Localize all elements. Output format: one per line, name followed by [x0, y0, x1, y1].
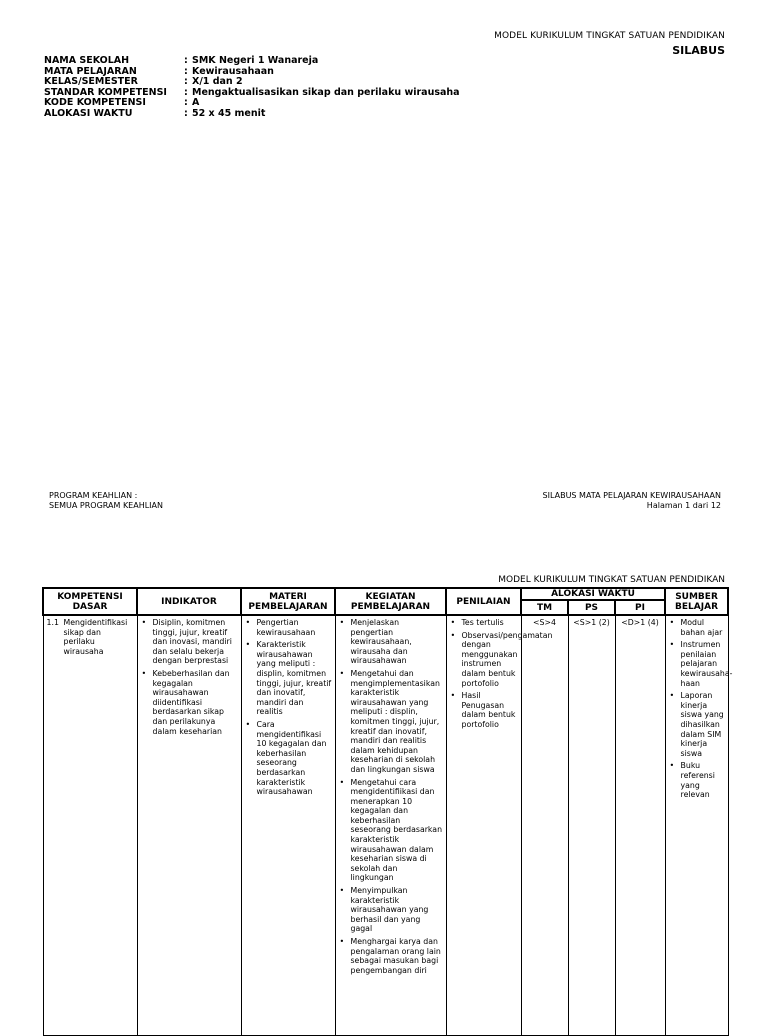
info-label: STANDAR KOMPETENSI	[44, 86, 167, 98]
header-ps: PS	[568, 600, 615, 615]
info-label: NAMA SEKOLAH	[44, 55, 130, 66]
page-footer-right	[543, 491, 721, 510]
list-item: • Karakteristik wirausahawan yang meliputi : displin, komitmen tinggi, jujur, kreatif dan inovatif, mandiri dan realitis	[257, 640, 332, 717]
header-kegiatan: KEGIATAN PEMBELAJARAN	[335, 588, 446, 615]
cell-ps: <S>1 (2)	[568, 615, 615, 1036]
footer-document-title: SILABUS MATA PELAJARAN KEWIRAUSAHAAN	[542, 491, 721, 500]
info-value: X/1 dan 2	[192, 76, 243, 88]
model-kurikulum-header-page-2: MODEL KURIKULUM TINGKAT SATUAN PENDIDIKAN	[498, 575, 725, 585]
footer-program-label: PROGRAM KEAHLIAN :	[49, 491, 138, 500]
info-separator: :	[184, 55, 188, 66]
info-separator: :	[184, 76, 188, 88]
list-item: • Instrumen penilaian pelajaran kewirausaha-haan	[681, 640, 725, 688]
header-materi: MATERI PEMBELAJARAN	[241, 588, 335, 615]
cell-kegiatan	[335, 615, 446, 1036]
info-value: A	[192, 97, 200, 109]
list-item: • Menyimpulkan karakteristik wirausahawan yang berhasil dan yang gagal	[351, 886, 443, 934]
info-label: KODE KOMPETENSI	[44, 97, 146, 109]
page-footer-left	[49, 491, 163, 510]
info-separator: :	[184, 107, 188, 119]
list-item: • Kebeberhasilan dan kegagalan wirausahawan diidentifikasi berdasarkan sikap dan perilakunya dalam keseharian	[153, 669, 238, 736]
cell-indikator	[137, 615, 241, 1036]
info-separator: :	[184, 86, 188, 98]
header-penilaian: PENILAIAN	[446, 588, 521, 615]
info-separator: :	[184, 97, 188, 109]
cell-kompetensi-dasar	[43, 615, 137, 1036]
list-item: • Mengetahui dan mengimplementasikan karakteristik wirausahawan yang meliputi : displin, komitmen tinggi, jujur, kreatif dan inovatif, mandiri dan realitis dalam kehidupan keseharian di sekolah dan lingkungan siswa	[351, 669, 443, 775]
page-title: SILABUS	[672, 44, 725, 57]
info-value: SMK Negeri 1 Wanareja	[192, 55, 319, 66]
list-item: • Hasil Penugasan dalam bentuk portofolio	[462, 691, 518, 729]
kd-number: 1.1	[46, 618, 59, 627]
info-label: MATA PELAJARAN	[44, 65, 137, 77]
list-item: • Observasi/pengamatan dengan menggunakan instrumen dalam bentuk portofolio	[462, 631, 518, 689]
info-separator: :	[184, 65, 188, 77]
model-kurikulum-header: MODEL KURIKULUM TINGKAT SATUAN PENDIDIKAN	[494, 31, 725, 41]
cell-sumber-belajar	[665, 615, 733, 1036]
list-item: • Cara mengidentifikasi 10 kegagalan dan keberhasilan seseorang berdasarkan karakteristik wirausahawan	[257, 720, 332, 797]
list-item: • Pengertian kewirausahaan	[257, 618, 332, 637]
info-label: ALOKASI WAKTU	[44, 107, 133, 119]
list-item: • Laporan kinerja siswa yang dihasilkan dalam SIM kinerja siswa	[681, 691, 725, 758]
header-pi: PI	[615, 600, 665, 615]
info-value: Mengaktualisasikan sikap dan perilaku wirausaha	[192, 86, 460, 98]
header-tm: TM	[521, 600, 568, 615]
info-row-time-allocation	[44, 109, 460, 120]
list-item: • Mengetahui cara mengidentifiikasi dan menerapkan 10 kegagalan dan keberhasilan seseorang berdasarkan karakteristik wirausahawan dalam keseharian siswa di sekolah dan lingkungan	[351, 778, 443, 884]
table-row	[43, 615, 728, 1036]
footer-page-number: Halaman 1 dari 12	[646, 500, 721, 510]
header-indikator: INDIKATOR	[137, 588, 241, 615]
syllabus-info	[44, 56, 460, 120]
list-item: • Modul bahan ajar	[681, 618, 725, 637]
header-alokasi-waktu: ALOKASI WAKTU	[521, 588, 665, 600]
syllabus-table	[42, 587, 733, 1036]
header-kompetensi-dasar: KOMPETENSI DASAR	[43, 588, 137, 615]
info-row-school	[44, 56, 460, 67]
cell-pi: <D>1 (4)	[615, 615, 665, 1036]
info-label: KELAS/SEMESTER	[44, 76, 138, 88]
list-item: • Disiplin, komitmen tinggi, jujur, kreatif dan inovasi, mandiri dan selalu bekerja dengan berprestasi	[153, 618, 238, 666]
cell-materi	[241, 615, 335, 1036]
list-item: • Buku referensi yang relevan	[681, 761, 725, 799]
info-value: 52 x 45 menit	[192, 107, 266, 119]
list-item: • Tes tertulis	[462, 618, 518, 628]
info-value: Kewirausahaan	[192, 65, 274, 77]
footer-program-value: SEMUA PROGRAM KEAHLIAN	[49, 500, 163, 510]
list-item: • Menjelaskan pengertian kewirausahaan, wirausaha dan wirausahawan	[351, 618, 443, 666]
cell-tm: <S>4	[521, 615, 568, 1036]
header-sumber-belajar: SUMBER BELAJAR	[665, 588, 728, 615]
list-item: • Menghargai karya dan pengalaman orang lain sebagai masukan bagi pengembangan diri	[351, 937, 443, 975]
kd-text: Mengidentifikasi sikap dan perilaku wirausaha	[63, 618, 128, 656]
